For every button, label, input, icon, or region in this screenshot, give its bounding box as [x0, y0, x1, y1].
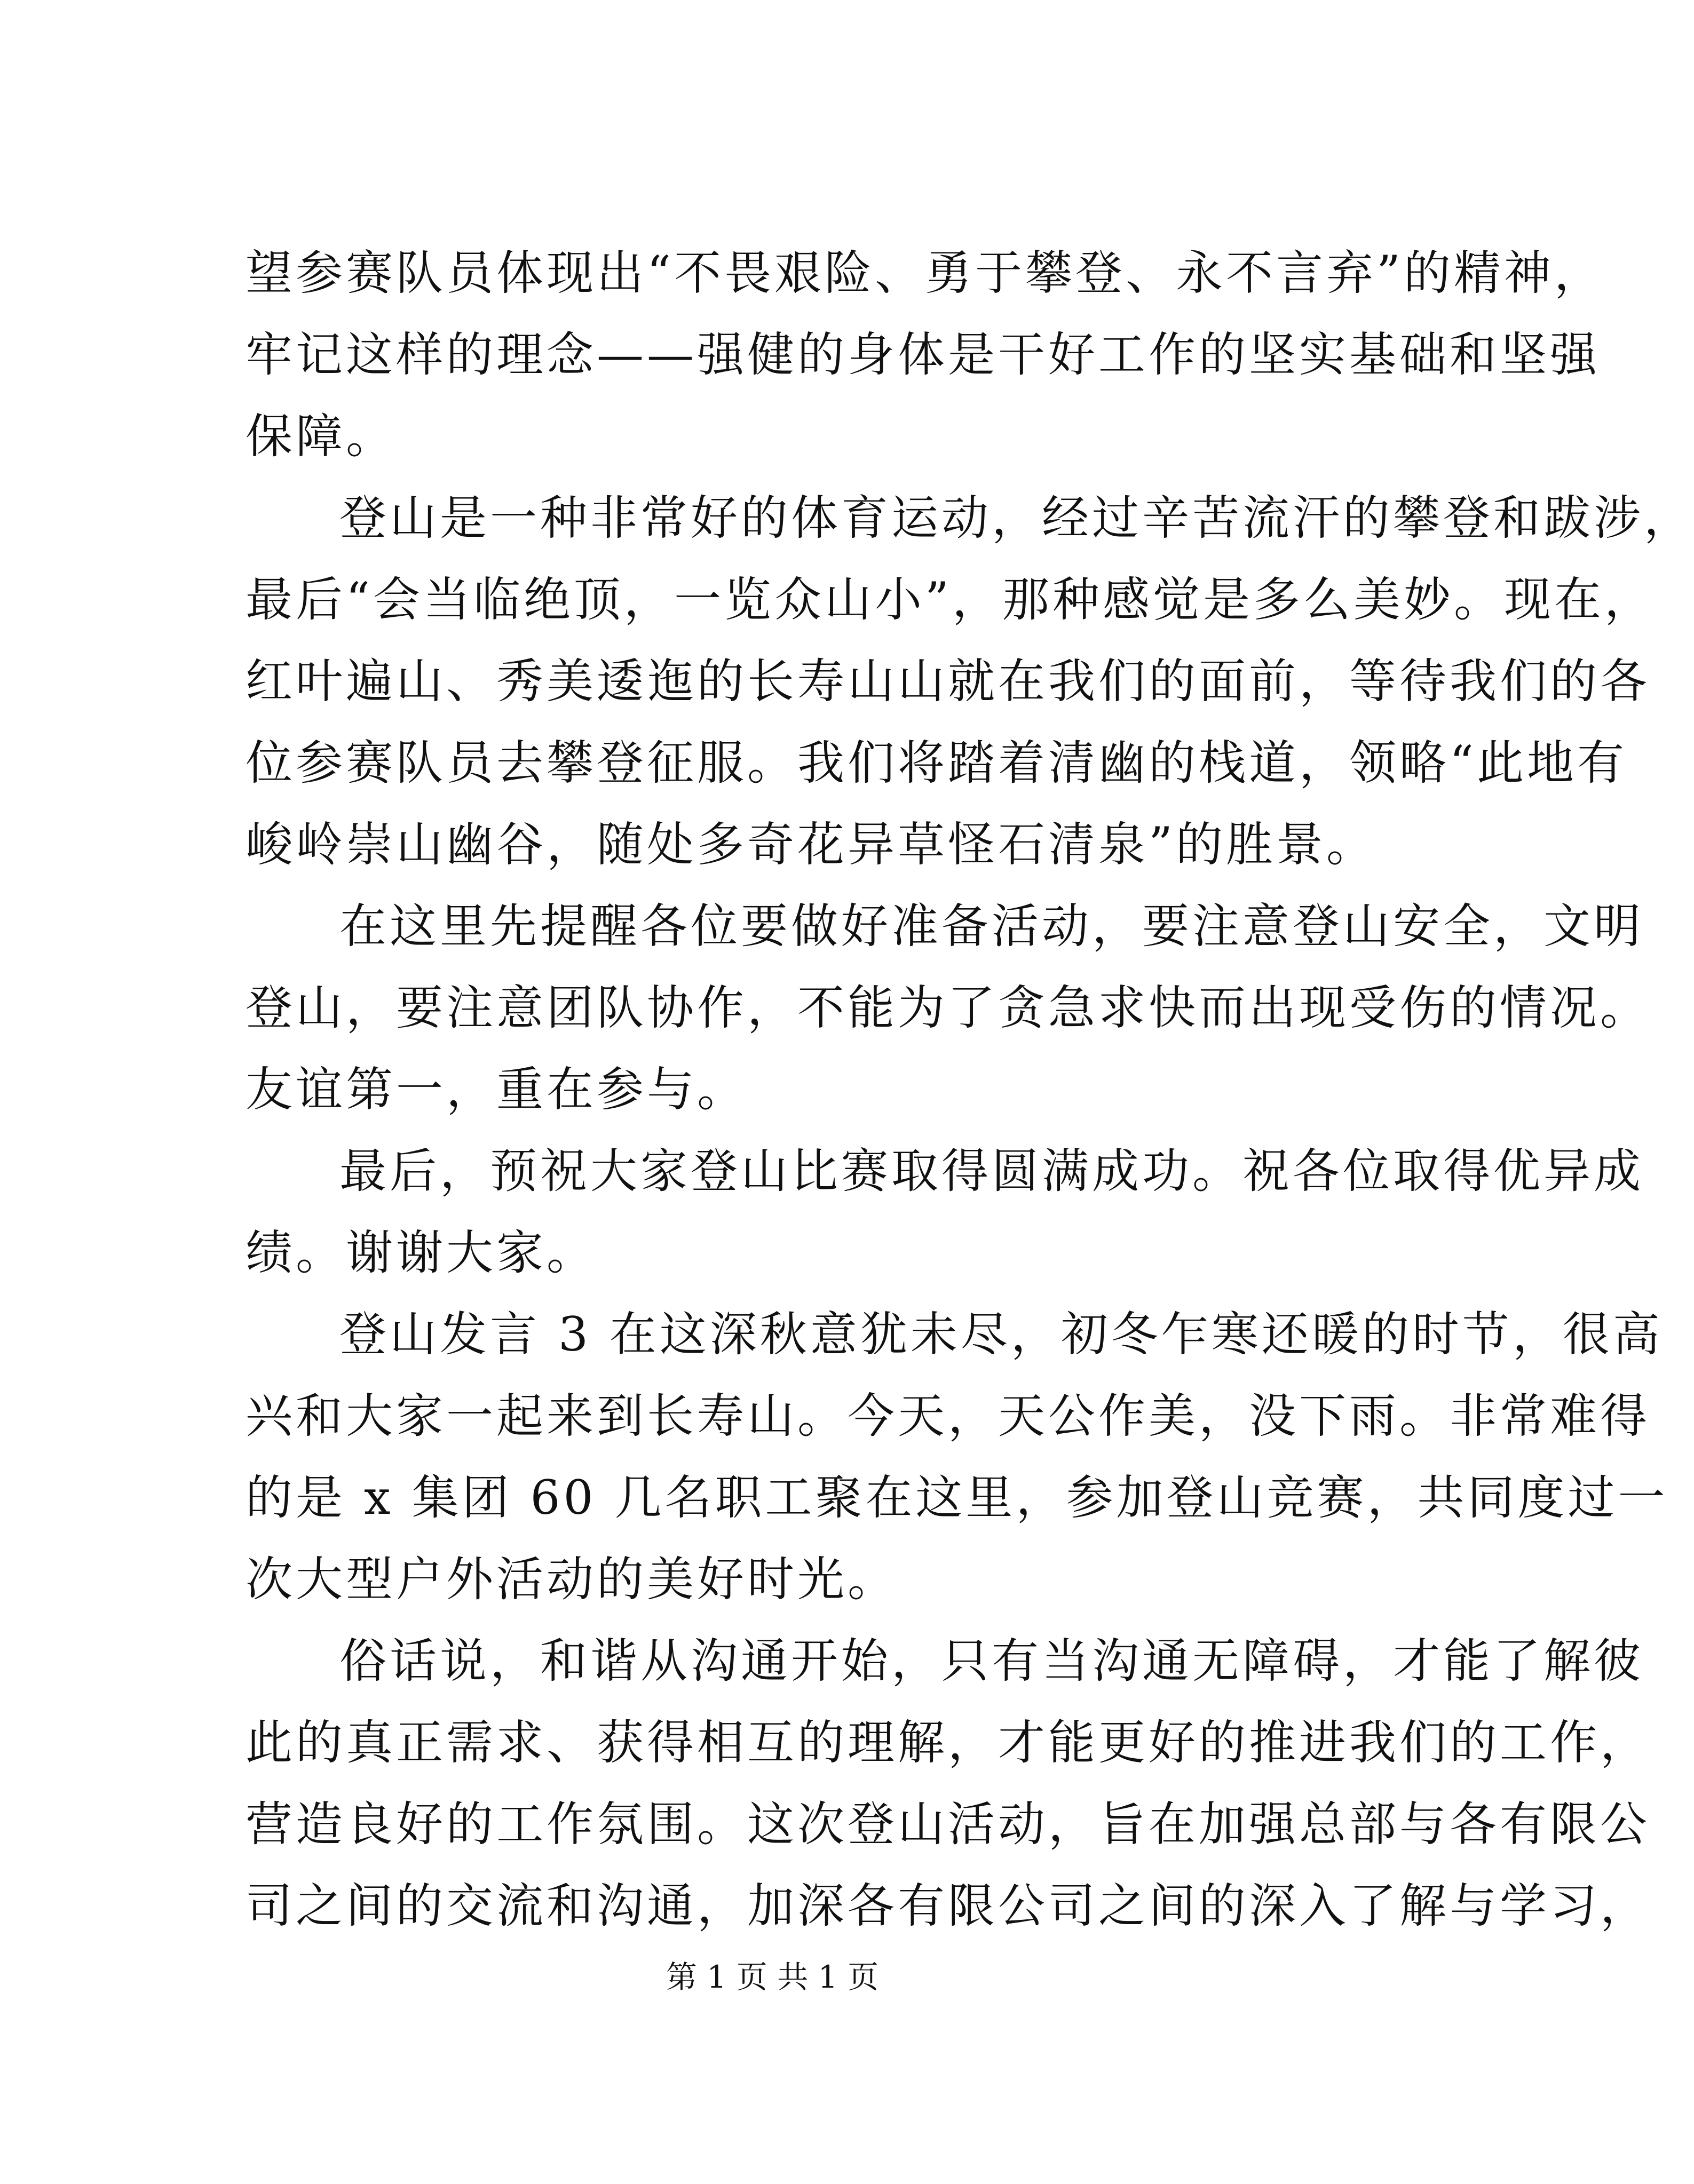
text-line-12: 最后，预祝大家登山比赛取得圆满成功。祝各位取得优异成	[339, 1143, 1644, 1198]
text-line-6: 红叶遍山、秀美逶迤的长寿山山就在我们的面前，等待我们的各	[246, 654, 1651, 709]
text-line-16: 的是 x 集团 60 几名职工聚在这里，参加登山竞赛，共同度过一	[246, 1470, 1668, 1525]
text-line-11: 友谊第一，重在参与。	[246, 1062, 748, 1117]
text-line-13: 绩。谢谢大家。	[246, 1225, 597, 1280]
text-line-8: 峻岭崇山幽谷，随处多奇花异草怪石清泉”的胜景。	[246, 817, 1376, 872]
text-line-17: 次大型户外活动的美好时光。	[246, 1552, 898, 1607]
text-line-21: 司之间的交流和沟通，加深各有限公司之间的深入了解与学习，	[246, 1878, 1651, 1933]
text-line-1: 望参赛队员体现出“不畏艰险、勇于攀登、永不言弃”的精神，	[246, 245, 1604, 300]
text-line-7: 位参赛队员去攀登征服。我们将踏着清幽的栈道，领略“此地有	[246, 735, 1627, 790]
text-line-18: 俗话说，和谐从沟通开始，只有当沟通无障碍，才能了解彼	[339, 1633, 1644, 1688]
text-line-10: 登山，要注意团队协作，不能为了贪急求快而出现受伤的情况。	[246, 980, 1651, 1035]
text-line-3: 保障。	[246, 409, 397, 464]
text-line-2: 牢记这样的理念——强健的身体是干好工作的坚实基础和坚强	[246, 327, 1601, 382]
text-line-15: 兴和大家一起来到长寿山。今天，天公作美，没下雨。非常难得	[246, 1388, 1651, 1443]
text-line-4: 登山是一种非常好的体育运动，经过辛苦流汗的攀登和跋涉，	[339, 490, 1694, 545]
text-line-14: 登山发言 3 在这深秋意犹未尽，初冬乍寒还暖的时节，很高	[339, 1307, 1663, 1362]
text-line-9: 在这里先提醒各位要做好准备活动，要注意登山安全，文明	[339, 899, 1644, 954]
text-line-5: 最后“会当临绝顶，一览众山小”，那种感觉是多么美妙。现在，	[246, 572, 1655, 627]
page-number-footer: 第 1 页 共 1 页	[666, 1959, 878, 1995]
text-line-20: 营造良好的工作氛围。这次登山活动，旨在加强总部与各有限公	[246, 1797, 1651, 1852]
text-line-19: 此的真正需求、获得相互的理解，才能更好的推进我们的工作，	[246, 1715, 1651, 1770]
